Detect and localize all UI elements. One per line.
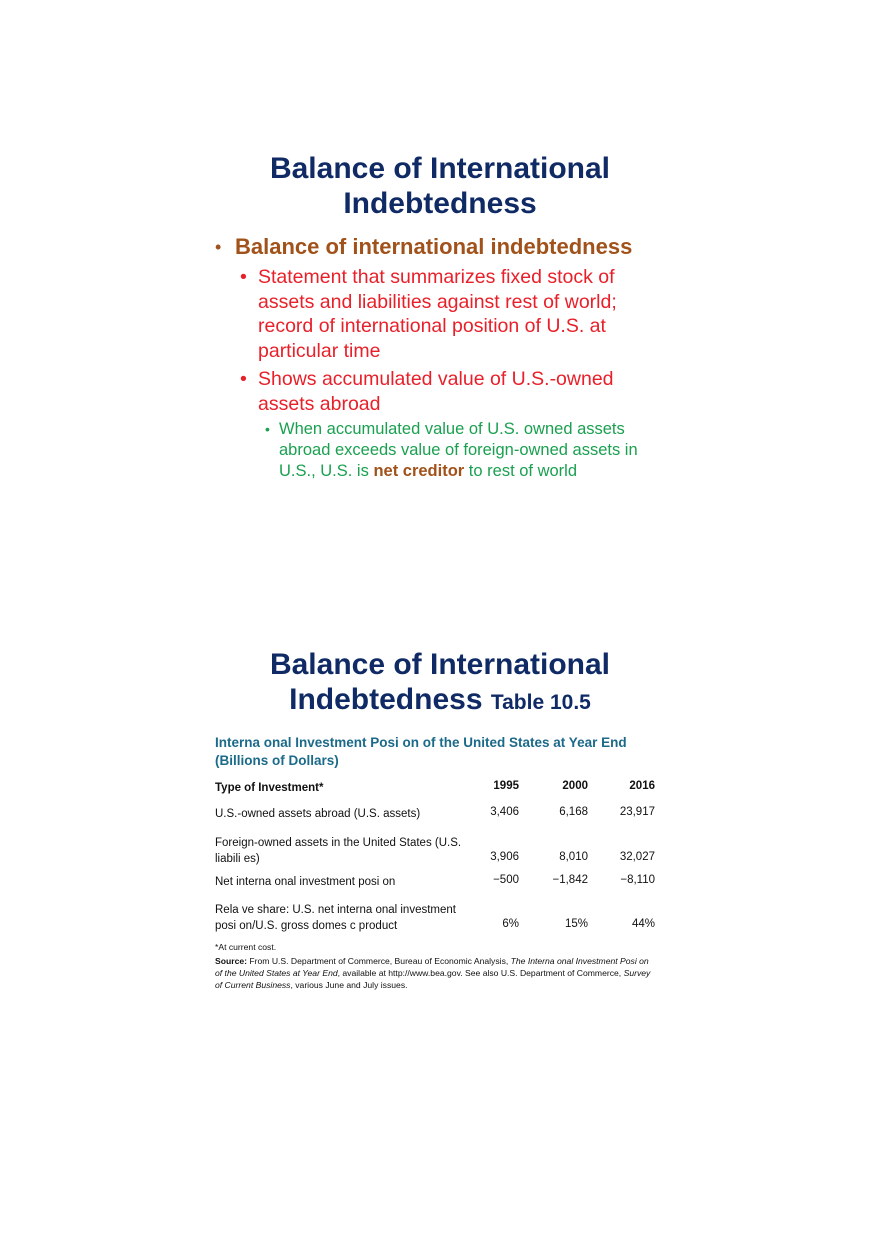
source-text-2: , available at http://www.bea.gov. See also U.S. Department of Commerce, — [337, 968, 624, 978]
net-creditor-term: net creditor — [373, 462, 465, 480]
source-text-3: , various June and July issues. — [290, 980, 408, 990]
row-label: U.S.-owned assets abroad (U.S. assets) — [215, 808, 421, 820]
sub-bullet-statement — [240, 265, 658, 363]
row-label: Rela ve share: U.S. net interna onal investment posi on/U.S. gross domes c product — [215, 904, 456, 932]
subsub-text-before: When accumulated value of U.S. owned assets abroad exceeds value of foreign-owned assets in U.S., U.S. is — [279, 420, 638, 480]
source-text-1: From U.S. Department of Commerce, Bureau of Economic Analysis, — [247, 956, 511, 966]
cell-2016: −8,110 — [620, 874, 655, 886]
bullet-dot-icon: • — [240, 368, 247, 390]
slide2-title — [0, 647, 880, 720]
column-header-type: Type of Investment* — [215, 782, 324, 794]
slide2-title-line2 — [0, 682, 880, 720]
sub1-text: Statement that summarizes fixed stock of assets and liabilities against rest of world; record of international position of U.S. at particular time — [258, 266, 617, 362]
cell-1995: 3,406 — [490, 806, 519, 818]
cell-2000: 6,168 — [559, 806, 588, 818]
cell-1995: 3,906 — [490, 851, 519, 863]
slide1-title-line1: Balance of International — [269, 152, 611, 185]
cell-1995: 6% — [502, 918, 519, 930]
source-label: Source: — [215, 956, 247, 966]
bullet-dot-icon: • — [265, 421, 270, 437]
table-caption — [215, 734, 655, 770]
table-source-note — [215, 955, 655, 991]
sub-sub-bullet-net-creditor — [265, 419, 659, 482]
subsub-text-after: to rest of world — [464, 462, 578, 480]
bullet-balance-of-indebtedness — [215, 233, 695, 261]
cell-1995: −500 — [493, 874, 519, 886]
slide1-title-line2: Indebtedness — [343, 187, 537, 220]
cell-2000: −1,842 — [552, 874, 588, 886]
bullet-dot-icon: • — [240, 266, 247, 288]
table-caption-line1: Interna onal Investment Posi on of the United States at Year End — [215, 735, 627, 750]
bullet-dot-icon: • — [215, 237, 222, 257]
table-number: Table 10.5 — [490, 691, 591, 714]
slide2-title-line1: Balance of International — [269, 648, 611, 681]
sub-bullet-accumulated-value — [240, 367, 658, 416]
column-header-2000: 2000 — [562, 780, 588, 792]
row-label: Net interna onal investment posi on — [215, 876, 396, 888]
cell-2016: 32,027 — [619, 851, 655, 863]
source-title-2: Survey of Current Business — [215, 968, 651, 990]
row-label: Foreign-owned assets in the United States (U.S. liabili es) — [215, 837, 462, 865]
column-header-2016: 2016 — [629, 780, 655, 792]
cell-2000: 8,010 — [559, 851, 588, 863]
cell-2000: 15% — [564, 918, 588, 930]
table-caption-line2: (Billions of Dollars) — [215, 753, 339, 768]
table-footnote: *At current cost. — [215, 942, 277, 952]
slide2-title-word: Indebtedness — [289, 683, 483, 716]
bullet1-text: Balance of international indebtedness — [235, 234, 633, 259]
source-title-1: The Interna onal Investment Posi on of the United States at Year End — [215, 956, 649, 978]
cell-2016: 23,917 — [619, 806, 655, 818]
column-header-1995: 1995 — [493, 780, 519, 792]
slide1-title — [0, 151, 880, 221]
sub2-text: Shows accumulated value of U.S.-owned assets abroad — [258, 368, 614, 415]
cell-2016: 44% — [631, 918, 655, 930]
